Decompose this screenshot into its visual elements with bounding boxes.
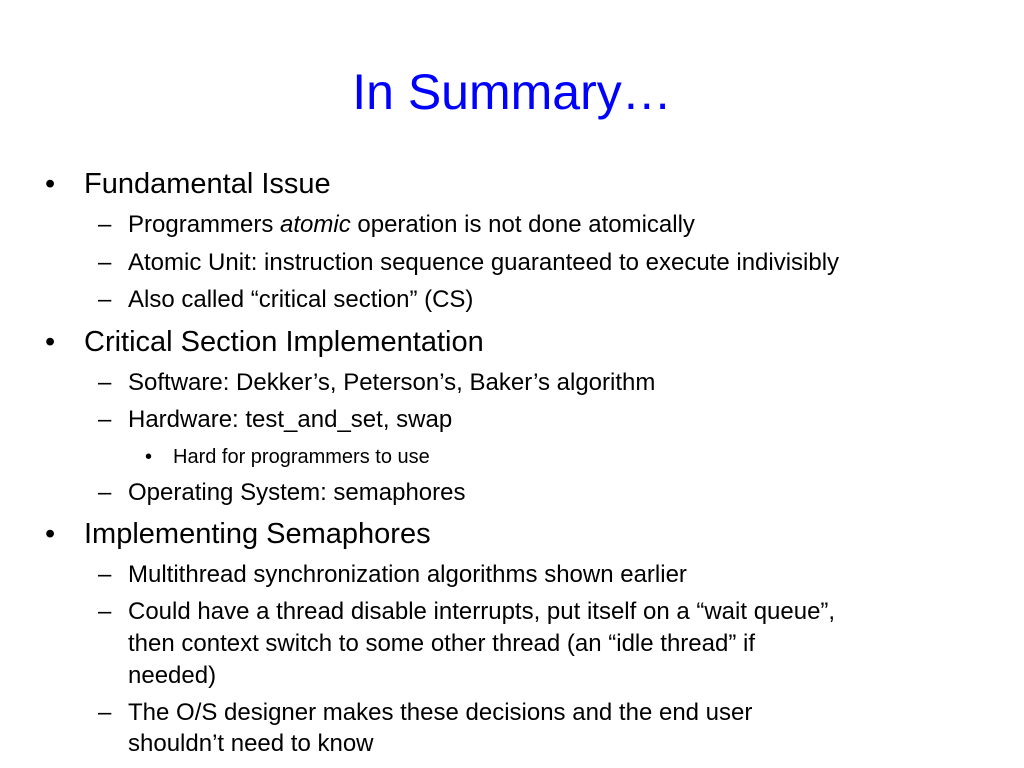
list-item-line: shouldn’t need to know bbox=[128, 730, 374, 757]
dash-icon: – bbox=[98, 598, 112, 625]
dash-icon: – bbox=[98, 561, 112, 588]
dash-icon: – bbox=[98, 699, 112, 726]
dash-icon: – bbox=[98, 286, 112, 313]
list-item: Software: Dekker’s, Peterson’s, Baker’s algorithm bbox=[128, 369, 656, 396]
list-item bbox=[128, 209, 695, 241]
section-heading: Critical Section Implementation bbox=[84, 326, 484, 358]
bullet-icon: • bbox=[45, 326, 56, 358]
list-item-text: Programmers bbox=[128, 211, 281, 238]
slide-title: In Summary… bbox=[352, 64, 672, 120]
list-item: Atomic Unit: instruction sequence guaranteed to execute indivisibly bbox=[128, 249, 840, 276]
dash-icon: – bbox=[98, 369, 112, 396]
section-heading: Implementing Semaphores bbox=[84, 518, 431, 550]
list-item: Operating System: semaphores bbox=[128, 479, 466, 506]
bullet-icon: • bbox=[45, 518, 56, 550]
section-heading: Fundamental Issue bbox=[84, 168, 331, 200]
list-item: Hardware: test_and_set, swap bbox=[128, 406, 453, 433]
list-item: Also called “critical section” (CS) bbox=[128, 286, 474, 313]
dash-icon: – bbox=[98, 406, 112, 433]
dash-icon: – bbox=[98, 479, 112, 506]
list-item-text: operation is not done atomically bbox=[350, 211, 695, 238]
list-item: Multithread synchronization algorithms shown earlier bbox=[128, 561, 687, 588]
list-item-line: Could have a thread disable interrupts, put itself on a “wait queue”, bbox=[128, 598, 836, 625]
dash-icon: – bbox=[98, 249, 112, 276]
emphasis-text: atomic bbox=[280, 211, 351, 238]
dash-icon: – bbox=[98, 211, 112, 238]
bullet-icon: • bbox=[45, 168, 56, 200]
list-item-line: then context switch to some other thread (an “idle thread” if bbox=[128, 630, 755, 657]
bullet-icon: • bbox=[145, 446, 153, 468]
list-item-line: needed) bbox=[128, 662, 217, 689]
sub-list-item: Hard for programmers to use bbox=[173, 446, 430, 468]
list-item-line: The O/S designer makes these decisions and the end user bbox=[128, 699, 753, 726]
